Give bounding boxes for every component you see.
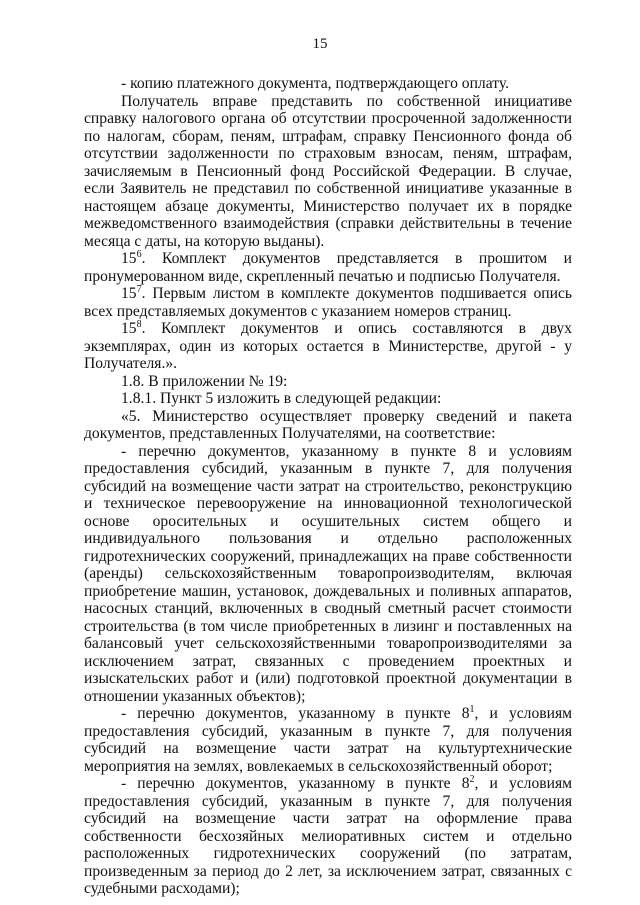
paragraph: 1.8. В приложении № 19: xyxy=(121,372,288,390)
paragraph xyxy=(84,775,572,898)
paragraph xyxy=(84,320,572,373)
paragraph-text: , и условиям предоставления субсидий, указанным в пункте 7, для получения субсидий на возмещение части затрат на культуртехнические мероприятия на землях, вовлекаемых в сельскохозяйственный оборот; xyxy=(84,705,572,775)
paragraph-text: , и условиям предоставления субсидий, указанным в пункте 7, для получения субсидий на возмещение части затрат на оформление права собственности бесхозяйных мелиоративных систем и отдельно расположенных гидротехнических сооружений (по затратам, произведенным за период до 2 лет, за исключением затрат, связанных с судебными расходами); xyxy=(84,775,572,897)
paragraph xyxy=(84,250,572,285)
paragraph-text: - перечню документов, указанному в пункте 8 xyxy=(121,705,470,722)
paragraph-text: . Комплект документов представляется в прошитом и пронумерованном виде, скрепленный печатью и подписью Получателя. xyxy=(84,250,572,285)
clause-number: 15 xyxy=(121,320,137,337)
clause-number: 15 xyxy=(121,285,137,302)
paragraph xyxy=(84,705,572,775)
paragraph-text: - перечню документов, указанному в пункте 8 xyxy=(121,775,470,792)
paragraph: Получатель вправе представить по собственной инициативе справку налогового органа об отсутствии просроченной задолженности по налогам, сборам, пеням, штрафам, справку Пенсионного фонда об отсутствии задолженности по страховым взносам, пеням, штрафам, зачисляемым в Пенсионный фонд Российской Федерации. В случае, если Заявитель не представил по собственной инициативе указанные в настоящем абзаце документы, Министерство получает их в порядке межведомственного взаимодействия (справки действительны в течение месяца с даты, на которую выданы). xyxy=(84,92,572,250)
paragraph: - перечню документов, указанному в пункте 8 и условиям предоставления субсидий, указанным в пункте 7, для получения субсидий на возмещение части затрат на строительство, реконструкцию и техническое перевооружение на инновационной технологической основе оросительных и осушительных систем общего и индивидуального пользования и отдельно расположенных гидротехнических сооружений, принадлежащих на праве собственности (аренды) сельскохозяйственным товаропроизводителям, включая приобретение машин, установок, дождевальных и поливных аппаратов, насосных станций, включенных в сводный сметный расчет стоимости строительства (в том числе приобретенных в лизинг и поставленных на балансовый учет сельскохозяйственными товаропроизводителями за исключением затрат, связанных с проведением проектных и изыскательских работ и (или) подготовкой проектной документации в отношении указанных объектов); xyxy=(84,442,572,705)
paragraph xyxy=(84,285,572,320)
clause-superscript: 6 xyxy=(136,248,142,260)
paragraph: «5. Министерство осуществляет проверку сведений и пакета документов, представленных Получателями, на соответствие: xyxy=(84,407,572,442)
paragraph-text: . Первым листом в комплекте документов подшивается опись всех представляемых документов с указанием номеров страниц. xyxy=(84,285,572,320)
clause-superscript: 1 xyxy=(469,703,475,715)
clause-superscript: 7 xyxy=(136,283,142,295)
paragraph: 1.8.1. Пункт 5 изложить в следующей редакции: xyxy=(121,390,442,407)
page-number: 15 xyxy=(312,36,328,52)
clause-superscript: 8 xyxy=(136,318,142,330)
paragraph-text: . Комплект документов и опись составляются в двух экземплярах, один из которых остается в Министерстве, другой - у Получателя.». xyxy=(84,320,572,372)
document-body xyxy=(84,75,572,898)
clause-superscript: 2 xyxy=(469,773,475,785)
clause-number: 15 xyxy=(121,250,137,267)
paragraph: - копию платежного документа, подтверждающего оплату. xyxy=(121,75,509,92)
